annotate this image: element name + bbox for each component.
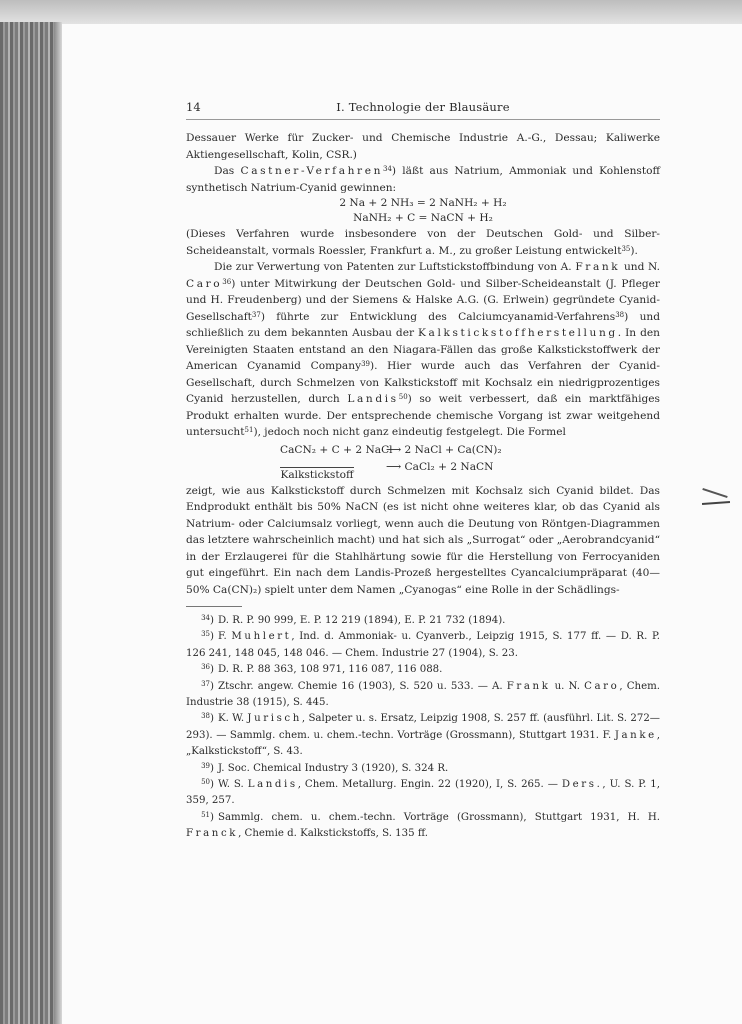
footnotes [186,613,660,843]
footnote-ref: 50 [398,393,408,401]
page-edge-mark [702,488,727,498]
spaced-name: Frank [575,261,621,273]
page-number: 14 [186,100,201,114]
footnote-text: , Chemie d. Kalkstickstoffs, S. 135 ff. [238,828,428,840]
footnote-number: $^{51}$) [201,810,214,823]
book-binding-edge [0,22,62,1024]
footnote [186,711,660,760]
footnote-text: F. [218,631,232,643]
footnote-number: $^{39}$) [201,761,214,774]
footnote-text: Ztschr. angew. Chemie 16 (1903), S. 520 u. 533. — A. [218,680,507,692]
footnote-text: J. Soc. Chemical Industry 3 (1920), S. 324 R. [218,762,449,774]
spaced-name: Landis [347,393,399,405]
footnote-text: W. S. [218,779,248,791]
text: ) läßt aus Natrium, Ammoniak und Kohlenstoff synthetisch Natrium-Cyanid gewinnen: [186,165,660,194]
text: und N. [620,261,660,273]
text: ). [630,244,638,257]
text: (Dieses Verfahren wurde insbesondere von der Deutschen Gold- und Silber-Scheideanstalt, vormals Roessler, Frankfurt a. M., zu großer Leistung entwickelt [186,228,660,257]
footnote-text: K. W. [218,713,248,725]
footnote-text: D. R. P. 90 999, E. P. 12 219 (1894), E. P. 21 732 (1894). [218,615,506,626]
footnote-text: u. N. [550,680,585,692]
footnote-number: $^{37}$) [201,679,214,692]
footnote [186,810,660,843]
text: . In den Vereinigten Staaten entstand an den Niagara-Fällen das große Kalkstickstoffwerk der American Cyanamid Company [186,327,661,372]
text: ) und schließlich zu dem bekannten Ausbau der [186,310,660,339]
reaction-product: ⟶ CaCl₂ + 2 NaCN [386,460,494,473]
reaction-product: ⟶ 2 NaCl + Ca(CN)₂ [386,443,502,456]
footnote-text: Sammlg. chem. u. chem.-techn. Vorträge (Grossmann), Stuttgart 1931, H. H. [218,811,660,823]
text: zeigt, wie aus Kalkstickstoff durch Schmelzen mit Kochsalz sich Cyanid bildet. Das Endprodukt enthält bis 50% NaCN (es ist nicht ohne weiteres klar, ob das Cyanid als Natrium- oder Calciumsalz vorliegt, wenn auch die Deutung von Röntgen-Diagrammen das letztere wahrscheinlich macht) und hat sich als „Surrogat“ oder „Aerobrandcyanid“ in der Erzlaugerei für die Stahlhärtung sowie für die Herstellung von Ferrocyaniden gut eingeführt. Ein nach dem Landis-Prozeß hergestelltes Cyancalciumpräparat (40—50% Ca(CN)₂) spielt unter dem Namen „Cyanogas“ eine Rolle in der Schädlings- [186,484,660,596]
paragraph [186,226,660,259]
footnote [186,629,660,662]
paragraph [186,130,660,163]
spaced-name: Castner-Verfahren [240,165,383,177]
text: Das [214,165,241,177]
spaced-name: Caro [584,680,620,692]
paragraph [186,483,660,599]
text: Dessauer Werke für Zucker- und Chemische Industrie A.-G., Dessau; Kaliwerke Aktiengesellschaft, Kolin, CSR.) [186,132,660,161]
spaced-name: Jurisch [247,713,302,725]
footnote [186,761,660,777]
text: ) unter Mitwirkung der Deutschen Gold- und Silber-Scheideanstalt (J. Pfleger und H. Freudenberg) und der Siemens & Halske A.G. (G. Erlwein) gegründete Cyanid-Gesellschaft [186,277,660,323]
reaction-scheme [186,443,660,483]
spaced-name: Muhlert [231,631,292,643]
reaction-reactants: CaCN₂ + C + 2 NaCl [280,443,393,456]
paragraph [186,163,660,196]
footnote-number: $^{50}$) [201,778,214,791]
spaced-name: Frank [506,680,551,692]
footnote-ref: 34 [383,165,392,173]
spaced-name: Ders. [561,779,603,791]
footnote-separator [186,606,242,607]
footnote [186,613,660,629]
footnote-text: , Chem. Metallurg. Engin. 22 (1920), I, S. 265. — [297,779,562,791]
paragraph [186,259,660,441]
footnote [186,777,660,810]
page-content [186,100,660,843]
page-edge-mark [702,501,730,505]
footnote-text: , Salpeter u. s. Ersatz, Leipzig 1908, S. 257 ff. (ausführl. Lit. S. 272—293). — Sammlg. chem. u. chem.-techn. Vorträge (Grossmann), Stuttgart 1931. F. [186,713,660,741]
footnote-number: $^{36}$) [201,663,214,676]
scan-border-top [0,0,742,26]
footnote-ref: 51 [244,426,254,434]
equation: NaNH₂ + C = NaCN + H₂ [353,212,493,224]
text: ) so weit verbessert, daß ein marktfähiges Produkt erhalten wurde. Der entsprechende chemische Vorgang ist zwar weitgehend untersucht [186,393,660,438]
reaction-label: Kalkstickstoff [280,468,354,481]
chapter-title: I. Technologie der Blausäure [336,100,510,114]
text: ). Hier wurde auch das Verfahren der Cyanid-Gesellschaft, durch Schmelzen von Kalkstickstoff mit Kochsalz ein niedrigprozentiges Cyanid herzustellen, durch [186,360,660,405]
spaced-name: Janke [614,729,657,741]
footnote-ref: 36 [222,277,232,286]
footnote-ref: 39 [361,360,370,368]
footnote-number: $^{35}$) [201,630,214,643]
text: ) führte zur Entwicklung des Calciumcyanamid-Verfahrens [260,310,616,323]
spaced-name: Kalkstickstoffherstellung [418,327,618,339]
footnote [186,679,660,712]
footnote-ref: 37 [251,310,261,319]
footnote-ref: 38 [615,310,625,319]
spaced-name: Caro [186,277,223,290]
footnote-text: D. R. P. 88 363, 108 971, 116 087, 116 088. [218,664,443,676]
spaced-name: Landis [247,779,298,791]
footnote-ref: 35 [621,244,631,253]
running-header [186,100,660,120]
footnote-number: $^{38}$) [201,712,214,725]
text: ), jedoch noch nicht ganz eindeutig festgelegt. Die Formel [253,426,566,438]
text: Die zur Verwertung von Patenten zur Luftstickstoffbindung von A. [214,261,576,273]
footnote-text: , Ind. d. Ammoniak- u. Cyanverb., Leipzig 1915, S. 177 ff. — D. R. P. 126 241, 148 045, 148 046. — Chem. Industrie 27 (1904), S. 23. [186,631,660,659]
footnote-text: , „Kalkstickstoff“, S. 43. [186,729,660,758]
footnote-text: , Chem. Industrie 38 (1915), S. 445. [186,680,661,709]
footnote [186,662,660,678]
spaced-name: Franck [186,828,239,840]
equation: 2 Na + 2 NH₃ = 2 NaNH₂ + H₂ [339,197,507,209]
footnote-number: $^{34}$) [201,614,214,626]
footnote-text: , U. S. P. 1, 359, 257. [186,779,660,807]
